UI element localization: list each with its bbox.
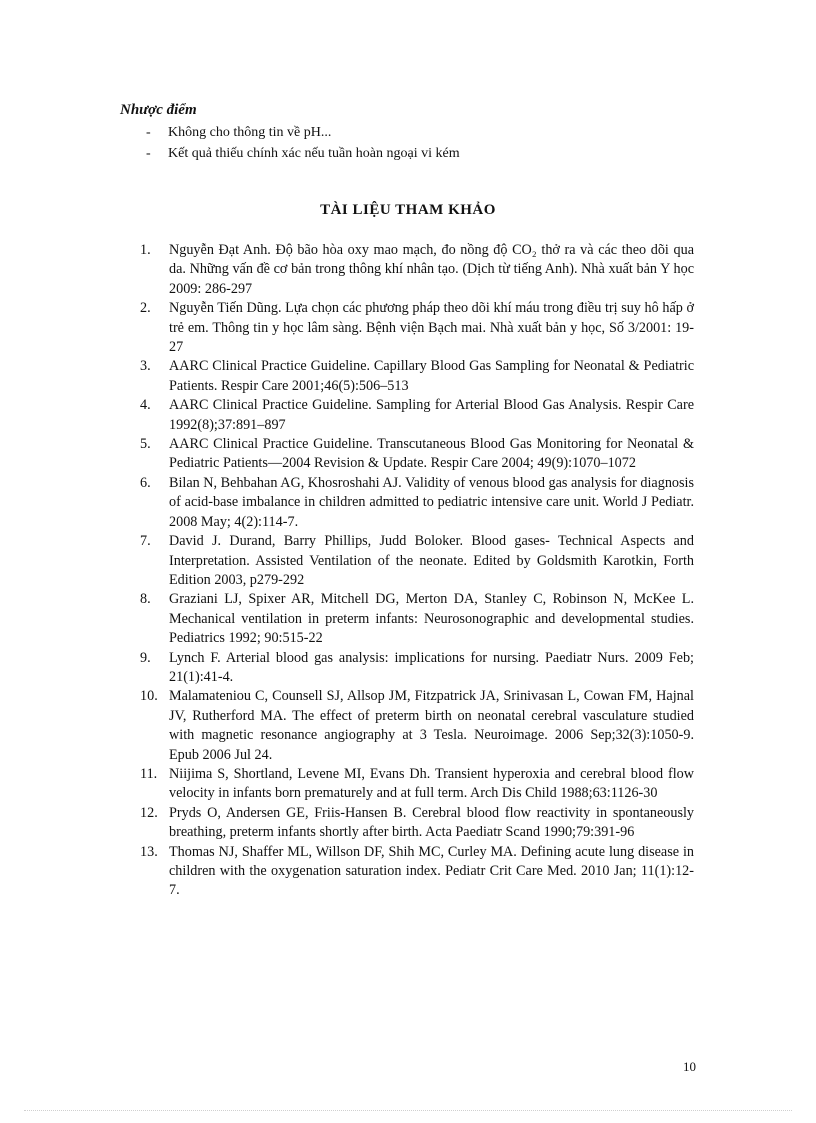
reference-text: Lynch F. Arterial blood gas analysis: implications for nursing. Paediatr Nurs. 2009 Feb; 21(1):41-4. [169,649,694,685]
reference-item [140,843,700,901]
bullet-text: Không cho thông tin về pH... [168,125,332,140]
bullet-marker: - [146,146,151,161]
reference-number: 10. [140,688,158,705]
reference-item [140,649,700,688]
reference-text: Niijima S, Shortland, Levene MI, Evans Dh. Transient hyperoxia and cerebral blood flow velocity in infants born prematurely and at full term. Arch Dis Child 1988;63:1126-30 [169,765,694,802]
bullet-marker: - [146,125,151,140]
reference-text: Pryds O, Andersen GE, Friis-Hansen B. Cerebral blood flow reactivity in spontaneously breathing, preterm infants shortly after birth. Acta Paediatr Scand 1990;79:391-96 [169,804,694,841]
reference-item [140,357,700,396]
reference-item [140,687,700,765]
reference-item [140,299,700,357]
bullet-item [146,143,460,164]
reference-number: 1. [140,242,151,258]
reference-text: Thomas NJ, Shaffer ML, Willson DF, Shih MC, Curley MA. Defining acute lung disease in children with the oxygenation saturation index. Pediatr Crit Care Med. 2010 Jan; 11(1):12-7. [169,843,694,899]
reference-number: 11. [140,765,158,782]
reference-item [140,765,700,804]
reference-text: AARC Clinical Practice Guideline. Capillary Blood Gas Sampling for Neonatal & Pediatric Patients. Respir Care 2001;46(5):506–513 [169,358,694,394]
reference-number: 13. [140,843,158,860]
reference-item [140,532,700,590]
reference-item [140,590,700,648]
footer-divider [24,1110,792,1111]
bullet-list [146,122,460,164]
reference-item [140,435,700,474]
reference-text: AARC Clinical Practice Guideline. Transcutaneous Blood Gas Monitoring for Neonatal & Pediatric Patients—2004 Revision & Update. Respir Care 2004; 49(9):1070–1072 [169,436,694,472]
reference-item [140,241,700,299]
references-title: TÀI LIỆU THAM KHẢO [320,202,496,218]
reference-text: Graziani LJ, Spixer AR, Mitchell DG, Merton DA, Stanley C, Robinson N, McKee L. Mechanical ventilation in preterm infants: Neurosonographic and developmental studies. Pediatrics 1992; 90:515-22 [169,591,694,647]
reference-item [140,474,700,532]
reference-list [140,241,700,901]
reference-text: Nguyễn Đạt Anh. Độ bão hòa oxy mao mạch, đo nồng độ CO₂ thở ra và các theo dõi qua da. Những vấn đề cơ bản trong thông khí nhân tạo. (Dịch từ tiếng Anh). Nhà xuất bản Y học 2009: 286-297 [169,242,694,297]
section-heading: Nhược điểm [120,102,197,118]
reference-number: 7. [140,533,151,550]
reference-number: 6. [140,474,151,491]
page-number: 10 [683,1059,696,1074]
reference-text: Nguyễn Tiến Dũng. Lựa chọn các phương pháp theo dõi khí máu trong điều trị suy hô hấp ở trẻ em. Thông tin y học lâm sàng. Bệnh viện Bạch mai. Nhà xuất bản y học, Số 3/2001: 19-27 [169,300,694,356]
reference-text: Malamateniou C, Counsell SJ, Allsop JM, Fitzpatrick JA, Srinivasan L, Cowan FM, Hajnal JV, Rutherford MA. The effect of preterm birth on neonatal cerebral vasculature studied with magnetic resonance angiography at 3 Tesla. Neuroimage. 2006 Sep;32(3):1050-9. Epub 2006 Jul 24. [169,688,694,763]
reference-number: 2. [140,300,151,317]
reference-text: Bilan N, Behbahan AG, Khosroshahi AJ. Validity of venous blood gas analysis for diagnosis of acid-base imbalance in children admitted to pediatric intensive care unit. World J Pediatr. 2008 May; 4(2):114-7. [169,474,694,530]
reference-number: 9. [140,649,151,666]
reference-item [140,804,700,843]
reference-number: 4. [140,397,151,414]
bullet-item [146,122,460,143]
reference-text: David J. Durand, Barry Phillips, Judd Boloker. Blood gases- Technical Aspects and Interpretation. Assisted Ventilation of the neonate. Edited by Goldsmith Karotkin, Forth Edition 2003, p279-292 [169,533,694,588]
reference-number: 12. [140,804,158,821]
reference-number: 3. [140,358,151,375]
reference-number: 5. [140,436,151,453]
reference-text: AARC Clinical Practice Guideline. Sampling for Arterial Blood Gas Analysis. Respir Care 1992(8);37:891–897 [169,397,694,433]
reference-item [140,396,700,435]
bullet-text: Kết quả thiếu chính xác nếu tuần hoàn ngoại vi kém [168,146,460,161]
reference-number: 8. [140,591,151,608]
